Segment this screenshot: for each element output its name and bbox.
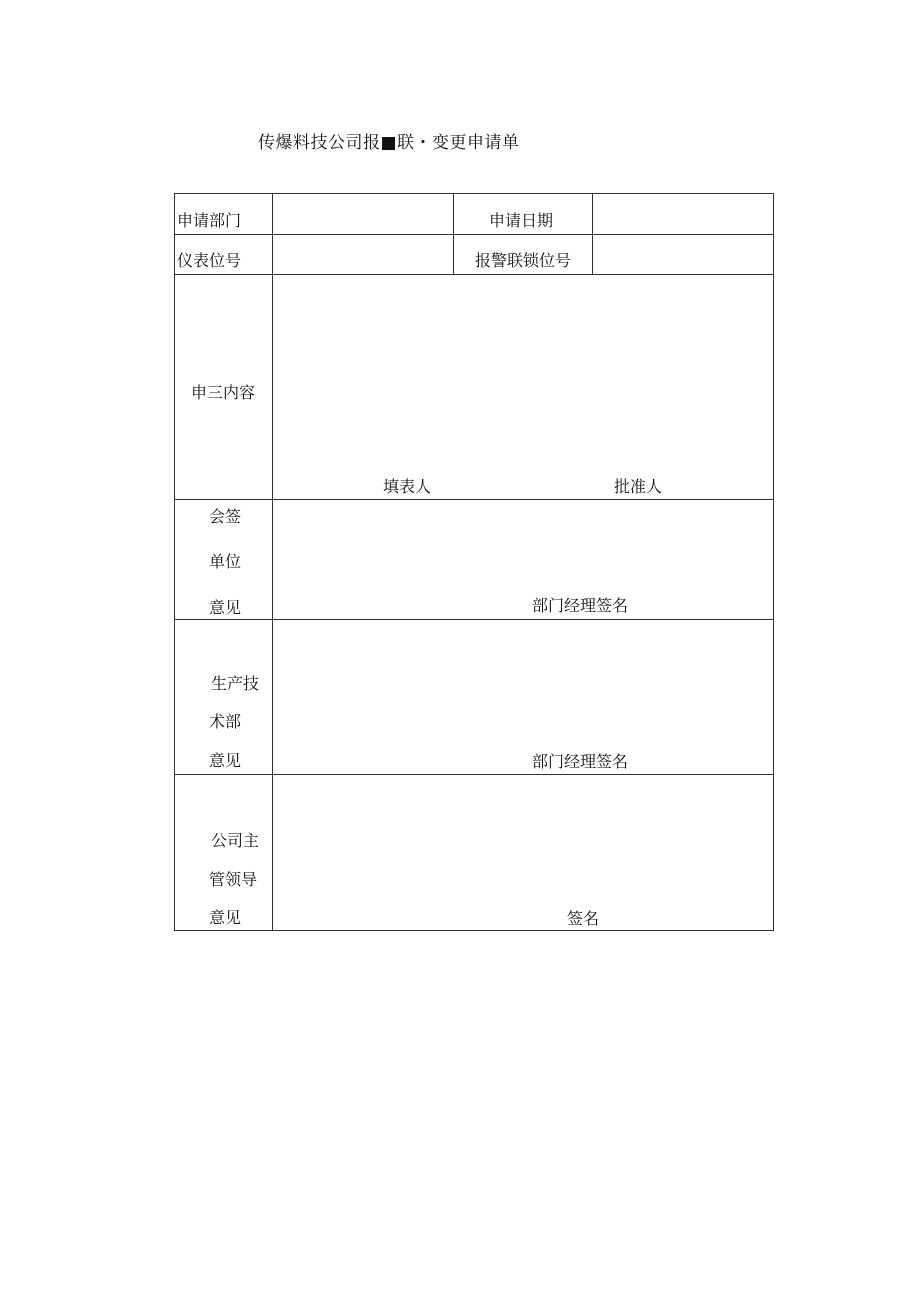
application-form-table: [174, 193, 774, 931]
leader-label-line-3: 意见: [209, 908, 242, 927]
column-divider: [453, 194, 454, 274]
production-tech-label-line-2: 术部: [209, 712, 242, 731]
approver-label: 批准人: [614, 477, 663, 496]
row-divider: [175, 619, 773, 620]
row-divider: [175, 234, 773, 235]
production-tech-label-line-1: 生产技: [211, 674, 260, 693]
meter-tag-field[interactable]: [275, 236, 451, 273]
leader-signature-label: 签名: [567, 909, 600, 928]
alarm-interlock-tag-label: 报警联锁位号: [475, 251, 572, 270]
document-title: 传爆料技公司报■联・变更申请单: [258, 133, 520, 153]
apply-date-label: 申请日期: [489, 211, 554, 230]
leader-label-line-2: 管领导: [209, 870, 258, 889]
countersign-label-line-1: 会签: [209, 507, 242, 526]
label-column-divider: [272, 194, 273, 930]
apply-date-field[interactable]: [595, 196, 771, 233]
meter-tag-label: 仪表位号: [177, 251, 242, 270]
countersign-label-line-3: 意见: [209, 598, 242, 617]
filler-label: 填表人: [383, 477, 432, 496]
alarm-interlock-tag-field[interactable]: [595, 236, 771, 273]
apply-dept-field[interactable]: [275, 196, 451, 233]
column-divider: [592, 194, 593, 274]
leader-label-line-1: 公司主: [211, 831, 260, 850]
row-divider: [175, 274, 773, 275]
row-divider: [175, 774, 773, 775]
countersign-signature-label: 部门经理签名: [532, 596, 629, 615]
content-label: 申三内容: [191, 383, 256, 402]
production-tech-label-line-3: 意见: [209, 751, 242, 770]
row-divider: [175, 499, 773, 500]
production-tech-signature-label: 部门经理签名: [532, 752, 629, 771]
countersign-label-line-2: 单位: [209, 552, 242, 571]
apply-dept-label: 申请部门: [177, 211, 242, 230]
